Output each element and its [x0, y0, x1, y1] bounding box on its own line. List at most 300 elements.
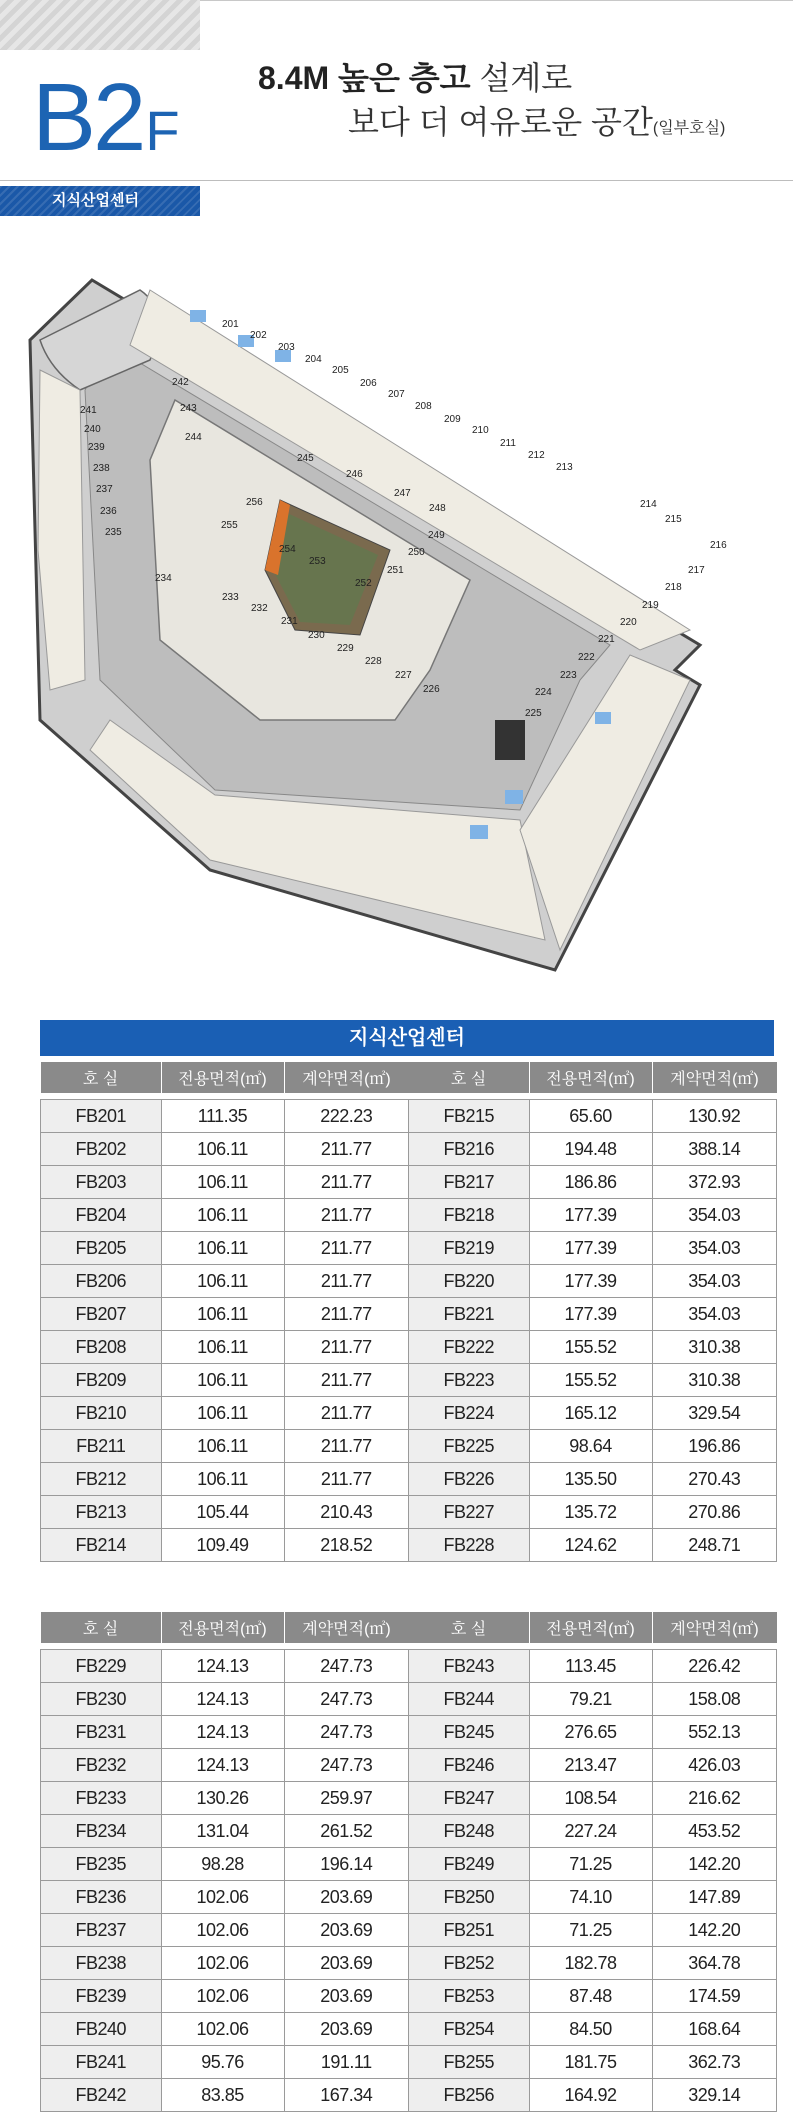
- exclusive-area-cell: 71.25: [529, 1848, 652, 1881]
- unit-code-cell: FB208: [41, 1331, 162, 1364]
- unit-code-cell: FB240: [41, 2013, 162, 2046]
- exclusive-area-cell: 102.06: [161, 1914, 284, 1947]
- unit-code-cell: FB225: [409, 1430, 530, 1463]
- exclusive-area-cell: 65.60: [529, 1100, 652, 1133]
- unit-number-label: 239: [88, 442, 105, 453]
- table-section-title: 지식산업센터: [40, 1020, 774, 1056]
- unit-code-cell: FB202: [41, 1133, 162, 1166]
- table-row: [409, 1815, 777, 1848]
- area-table-4: [408, 1612, 777, 2112]
- section-tag: 지식산업센터: [0, 186, 200, 216]
- table-row: [409, 1232, 777, 1265]
- exclusive-area-cell: 165.12: [529, 1397, 652, 1430]
- exclusive-area-cell: 106.11: [161, 1232, 284, 1265]
- exclusive-area-cell: 113.45: [529, 1650, 652, 1683]
- contract-area-cell: 196.86: [652, 1430, 777, 1463]
- unit-code-cell: FB216: [409, 1133, 530, 1166]
- table-row: [41, 1716, 409, 1749]
- floor-plan-drawing: [0, 250, 793, 980]
- exclusive-area-cell: 135.50: [529, 1463, 652, 1496]
- contract-area-cell: 259.97: [284, 1782, 409, 1815]
- contract-area-cell: 388.14: [652, 1133, 777, 1166]
- table-row: [409, 2079, 777, 2112]
- table-row: [409, 1331, 777, 1364]
- elevator-4: [470, 825, 488, 839]
- unit-code-cell: FB209: [41, 1364, 162, 1397]
- unit-number-label: 251: [387, 565, 404, 576]
- unit-number-label: 240: [84, 424, 101, 435]
- unit-number-label: 228: [365, 656, 382, 667]
- table-row: [409, 1397, 777, 1430]
- unit-code-cell: FB230: [41, 1683, 162, 1716]
- unit-number-label: 213: [556, 462, 573, 473]
- unit-number-label: 246: [346, 469, 363, 480]
- table-row: [409, 1947, 777, 1980]
- exclusive-area-cell: 102.06: [161, 1980, 284, 2013]
- column-header: 호 실: [41, 1062, 162, 1093]
- unit-number-label: 254: [279, 544, 296, 555]
- contract-area-cell: 211.77: [284, 1199, 409, 1232]
- unit-number-label: 202: [250, 330, 267, 341]
- contract-area-cell: 203.69: [284, 1980, 409, 2013]
- column-header: 계약면적(㎡): [652, 1612, 777, 1643]
- table-row: [409, 1881, 777, 1914]
- table-row: [41, 1166, 409, 1199]
- exclusive-area-cell: 106.11: [161, 1463, 284, 1496]
- unit-number-label: 232: [251, 603, 268, 614]
- contract-area-cell: 203.69: [284, 1881, 409, 1914]
- headline-second: 보다 더 여유로운 공간: [348, 104, 653, 140]
- table-row: [409, 1265, 777, 1298]
- headline-rest: 설계로: [470, 60, 573, 96]
- column-header: 전용면적(㎡): [529, 1062, 652, 1093]
- unit-code-cell: FB250: [409, 1881, 530, 1914]
- table-row: [409, 1782, 777, 1815]
- table-row: [41, 1683, 409, 1716]
- exclusive-area-cell: 177.39: [529, 1199, 652, 1232]
- unit-code-cell: FB238: [41, 1947, 162, 1980]
- unit-code-cell: FB237: [41, 1914, 162, 1947]
- exclusive-area-cell: 177.39: [529, 1265, 652, 1298]
- unit-number-label: 253: [309, 556, 326, 567]
- contract-area-cell: 211.77: [284, 1298, 409, 1331]
- unit-code-cell: FB224: [409, 1397, 530, 1430]
- unit-code-cell: FB227: [409, 1496, 530, 1529]
- table-header-row: [409, 1062, 777, 1093]
- exclusive-area-cell: 124.13: [161, 1683, 284, 1716]
- table-row: [409, 2013, 777, 2046]
- unit-number-label: 236: [100, 506, 117, 517]
- floor-suffix: F: [145, 99, 177, 162]
- contract-area-cell: 167.34: [284, 2079, 409, 2112]
- unit-code-cell: FB221: [409, 1298, 530, 1331]
- unit-number-label: 245: [297, 453, 314, 464]
- table-row: [409, 2046, 777, 2079]
- unit-code-cell: FB211: [41, 1430, 162, 1463]
- unit-code-cell: FB256: [409, 2079, 530, 2112]
- table-row: [41, 2013, 409, 2046]
- exclusive-area-cell: 106.11: [161, 1364, 284, 1397]
- unit-number-label: 227: [395, 670, 412, 681]
- contract-area-cell: 354.03: [652, 1199, 777, 1232]
- unit-number-label: 252: [355, 578, 372, 589]
- exclusive-area-cell: 108.54: [529, 1782, 652, 1815]
- unit-number-label: 231: [281, 616, 298, 627]
- unit-number-label: 206: [360, 378, 377, 389]
- table-row: [409, 1364, 777, 1397]
- unit-code-cell: FB234: [41, 1815, 162, 1848]
- unit-code-cell: FB214: [41, 1529, 162, 1562]
- table-row: [409, 1166, 777, 1199]
- unit-number-label: 217: [688, 565, 705, 576]
- column-header: 계약면적(㎡): [284, 1062, 409, 1093]
- contract-area-cell: 142.20: [652, 1914, 777, 1947]
- elevator-1: [190, 310, 206, 322]
- contract-area-cell: 147.89: [652, 1881, 777, 1914]
- exclusive-area-cell: 98.64: [529, 1430, 652, 1463]
- exclusive-area-cell: 71.25: [529, 1914, 652, 1947]
- table-row: [41, 1133, 409, 1166]
- table-row: [409, 1529, 777, 1562]
- unit-code-cell: FB207: [41, 1298, 162, 1331]
- unit-code-cell: FB217: [409, 1166, 530, 1199]
- table-header-row: [409, 1612, 777, 1643]
- unit-code-cell: FB204: [41, 1199, 162, 1232]
- exclusive-area-cell: 109.49: [161, 1529, 284, 1562]
- unit-number-label: 242: [172, 377, 189, 388]
- unit-code-cell: FB223: [409, 1364, 530, 1397]
- exclusive-area-cell: 106.11: [161, 1166, 284, 1199]
- headline-note: (일부호실): [652, 120, 726, 137]
- exclusive-area-cell: 155.52: [529, 1331, 652, 1364]
- exclusive-area-cell: 135.72: [529, 1496, 652, 1529]
- exclusive-area-cell: 124.62: [529, 1529, 652, 1562]
- table-row: [409, 1430, 777, 1463]
- table-row: [41, 1100, 409, 1133]
- exclusive-area-cell: 130.26: [161, 1782, 284, 1815]
- table-row: [41, 1881, 409, 1914]
- exclusive-area-cell: 106.11: [161, 1298, 284, 1331]
- stair-core: [495, 720, 525, 760]
- table-row: [409, 1683, 777, 1716]
- unit-code-cell: FB222: [409, 1331, 530, 1364]
- exclusive-area-cell: 177.39: [529, 1232, 652, 1265]
- unit-code-cell: FB245: [409, 1716, 530, 1749]
- contract-area-cell: 329.54: [652, 1397, 777, 1430]
- contract-area-cell: 364.78: [652, 1947, 777, 1980]
- contract-area-cell: 211.77: [284, 1133, 409, 1166]
- unit-number-label: 241: [80, 405, 97, 416]
- contract-area-cell: 211.77: [284, 1430, 409, 1463]
- contract-area-cell: 211.77: [284, 1463, 409, 1496]
- contract-area-cell: 216.62: [652, 1782, 777, 1815]
- exclusive-area-cell: 106.11: [161, 1133, 284, 1166]
- unit-number-label: 249: [428, 530, 445, 541]
- unit-number-label: 230: [308, 630, 325, 641]
- unit-code-cell: FB205: [41, 1232, 162, 1265]
- header-top-rule: [200, 0, 793, 1]
- unit-code-cell: FB249: [409, 1848, 530, 1881]
- column-header: 호 실: [409, 1612, 530, 1643]
- table-row: [41, 1848, 409, 1881]
- column-header: 호 실: [41, 1612, 162, 1643]
- unit-number-label: 223: [560, 670, 577, 681]
- unit-code-cell: FB235: [41, 1848, 162, 1881]
- exclusive-area-cell: 74.10: [529, 1881, 652, 1914]
- exclusive-area-cell: 124.13: [161, 1716, 284, 1749]
- headline-emphasis: 8.4M 높은 층고: [258, 60, 471, 96]
- table-header-row: [41, 1062, 409, 1093]
- unit-number-label: 235: [105, 527, 122, 538]
- table-row: [41, 1529, 409, 1562]
- contract-area-cell: 552.13: [652, 1716, 777, 1749]
- contract-area-cell: 211.77: [284, 1331, 409, 1364]
- table-row: [41, 1650, 409, 1683]
- contract-area-cell: 226.42: [652, 1650, 777, 1683]
- unit-code-cell: FB201: [41, 1100, 162, 1133]
- contract-area-cell: 270.43: [652, 1463, 777, 1496]
- unit-number-label: 226: [423, 684, 440, 695]
- table-row: [41, 1232, 409, 1265]
- unit-number-label: 229: [337, 643, 354, 654]
- unit-number-label: 221: [598, 634, 615, 645]
- table-row: [41, 1782, 409, 1815]
- header-hatch-decoration: [0, 0, 200, 50]
- unit-code-cell: FB213: [41, 1496, 162, 1529]
- unit-number-label: 250: [408, 547, 425, 558]
- table-row: [41, 1463, 409, 1496]
- unit-number-label: 222: [578, 652, 595, 663]
- contract-area-cell: 354.03: [652, 1232, 777, 1265]
- contract-area-cell: 362.73: [652, 2046, 777, 2079]
- unit-code-cell: FB242: [41, 2079, 162, 2112]
- unit-number-label: 211: [500, 438, 516, 449]
- unit-number-label: 248: [429, 503, 446, 514]
- contract-area-cell: 310.38: [652, 1331, 777, 1364]
- table-row: [41, 1815, 409, 1848]
- exclusive-area-cell: 124.13: [161, 1650, 284, 1683]
- table-row: [409, 1749, 777, 1782]
- contract-area-cell: 168.64: [652, 2013, 777, 2046]
- unit-number-label: 237: [96, 484, 113, 495]
- table-row: [409, 1133, 777, 1166]
- table-row: [41, 1298, 409, 1331]
- area-table-2: [408, 1062, 777, 1562]
- unit-code-cell: FB233: [41, 1782, 162, 1815]
- exclusive-area-cell: 106.11: [161, 1331, 284, 1364]
- unit-number-label: 216: [710, 540, 727, 551]
- unit-code-cell: FB241: [41, 2046, 162, 2079]
- unit-number-label: 256: [246, 497, 263, 508]
- table-row: [409, 1100, 777, 1133]
- exclusive-area-cell: 84.50: [529, 2013, 652, 2046]
- contract-area-cell: 354.03: [652, 1265, 777, 1298]
- headline-line-2: [348, 100, 778, 151]
- unit-number-label: 220: [620, 617, 637, 628]
- contract-area-cell: 203.69: [284, 1914, 409, 1947]
- contract-area-cell: 191.11: [284, 2046, 409, 2079]
- unit-number-label: 201: [222, 319, 239, 330]
- table-row: [41, 2079, 409, 2112]
- table-row: [409, 1650, 777, 1683]
- contract-area-cell: 203.69: [284, 1947, 409, 1980]
- exclusive-area-cell: 124.13: [161, 1749, 284, 1782]
- exclusive-area-cell: 106.11: [161, 1199, 284, 1232]
- unit-code-cell: FB228: [409, 1529, 530, 1562]
- exclusive-area-cell: 83.85: [161, 2079, 284, 2112]
- column-header: 전용면적(㎡): [161, 1062, 284, 1093]
- elevator-6: [595, 712, 611, 724]
- contract-area-cell: 247.73: [284, 1716, 409, 1749]
- table-row: [409, 1298, 777, 1331]
- unit-number-label: 238: [93, 463, 110, 474]
- table-row: [41, 1265, 409, 1298]
- exclusive-area-cell: 106.11: [161, 1265, 284, 1298]
- area-table-3: [40, 1612, 409, 2112]
- contract-area-cell: 210.43: [284, 1496, 409, 1529]
- unit-number-label: 214: [640, 499, 657, 510]
- contract-area-cell: 211.77: [284, 1397, 409, 1430]
- unit-number-label: 225: [525, 708, 542, 719]
- unit-code-cell: FB215: [409, 1100, 530, 1133]
- exclusive-area-cell: 182.78: [529, 1947, 652, 1980]
- exclusive-area-cell: 79.21: [529, 1683, 652, 1716]
- contract-area-cell: 196.14: [284, 1848, 409, 1881]
- floor-number: B2: [32, 64, 144, 171]
- unit-number-label: 203: [278, 342, 295, 353]
- exclusive-area-cell: 102.06: [161, 2013, 284, 2046]
- unit-number-label: 212: [528, 450, 545, 461]
- contract-area-cell: 174.59: [652, 1980, 777, 2013]
- table-row: [409, 1716, 777, 1749]
- unit-code-cell: FB219: [409, 1232, 530, 1265]
- table-row: [409, 1496, 777, 1529]
- table-row: [409, 1914, 777, 1947]
- contract-area-cell: 372.93: [652, 1166, 777, 1199]
- exclusive-area-cell: 164.92: [529, 2079, 652, 2112]
- contract-area-cell: 130.92: [652, 1100, 777, 1133]
- unit-number-label: 210: [472, 425, 489, 436]
- table-header-row: [41, 1612, 409, 1643]
- unit-code-cell: FB229: [41, 1650, 162, 1683]
- unit-code-cell: FB212: [41, 1463, 162, 1496]
- unit-number-label: 218: [665, 582, 682, 593]
- contract-area-cell: 261.52: [284, 1815, 409, 1848]
- area-table-1: [40, 1062, 409, 1562]
- unit-number-label: 244: [185, 432, 202, 443]
- table-row: [41, 1364, 409, 1397]
- unit-number-label: 209: [444, 414, 461, 425]
- unit-code-cell: FB203: [41, 1166, 162, 1199]
- exclusive-area-cell: 111.35: [161, 1100, 284, 1133]
- table-row: [409, 1848, 777, 1881]
- unit-code-cell: FB226: [409, 1463, 530, 1496]
- page-headline: [258, 56, 778, 151]
- table-row: [41, 1199, 409, 1232]
- unit-number-label: 243: [180, 403, 197, 414]
- table-row: [41, 1496, 409, 1529]
- contract-area-cell: 211.77: [284, 1364, 409, 1397]
- contract-area-cell: 218.52: [284, 1529, 409, 1562]
- exclusive-area-cell: 95.76: [161, 2046, 284, 2079]
- table-row: [41, 1914, 409, 1947]
- exclusive-area-cell: 177.39: [529, 1298, 652, 1331]
- unit-code-cell: FB231: [41, 1716, 162, 1749]
- contract-area-cell: 248.71: [652, 1529, 777, 1562]
- table-row: [409, 1199, 777, 1232]
- unit-code-cell: FB232: [41, 1749, 162, 1782]
- exclusive-area-cell: 105.44: [161, 1496, 284, 1529]
- exclusive-area-cell: 155.52: [529, 1364, 652, 1397]
- contract-area-cell: 453.52: [652, 1815, 777, 1848]
- unit-code-cell: FB251: [409, 1914, 530, 1947]
- exclusive-area-cell: 87.48: [529, 1980, 652, 2013]
- exclusive-area-cell: 102.06: [161, 1947, 284, 1980]
- contract-area-cell: 426.03: [652, 1749, 777, 1782]
- contract-area-cell: 270.86: [652, 1496, 777, 1529]
- exclusive-area-cell: 181.75: [529, 2046, 652, 2079]
- unit-code-cell: FB255: [409, 2046, 530, 2079]
- unit-number-label: 205: [332, 365, 349, 376]
- floor-plan: [0, 250, 793, 980]
- exclusive-area-cell: 194.48: [529, 1133, 652, 1166]
- contract-area-cell: 158.08: [652, 1683, 777, 1716]
- contract-area-cell: 211.77: [284, 1265, 409, 1298]
- unit-number-label: 255: [221, 520, 238, 531]
- contract-area-cell: 211.77: [284, 1166, 409, 1199]
- unit-code-cell: FB253: [409, 1980, 530, 2013]
- unit-number-label: 208: [415, 401, 432, 412]
- exclusive-area-cell: 213.47: [529, 1749, 652, 1782]
- elevator-5: [505, 790, 523, 804]
- unit-code-cell: FB236: [41, 1881, 162, 1914]
- exclusive-area-cell: 227.24: [529, 1815, 652, 1848]
- column-header: 전용면적(㎡): [161, 1612, 284, 1643]
- unit-code-cell: FB206: [41, 1265, 162, 1298]
- table-row: [409, 1980, 777, 2013]
- contract-area-cell: 310.38: [652, 1364, 777, 1397]
- contract-area-cell: 247.73: [284, 1650, 409, 1683]
- exclusive-area-cell: 131.04: [161, 1815, 284, 1848]
- table-row: [41, 1397, 409, 1430]
- column-header: 전용면적(㎡): [529, 1612, 652, 1643]
- unit-code-cell: FB254: [409, 2013, 530, 2046]
- table-row: [41, 1331, 409, 1364]
- contract-area-cell: 142.20: [652, 1848, 777, 1881]
- unit-number-label: 234: [155, 573, 172, 584]
- contract-area-cell: 329.14: [652, 2079, 777, 2112]
- contract-area-cell: 222.23: [284, 1100, 409, 1133]
- exclusive-area-cell: 106.11: [161, 1430, 284, 1463]
- contract-area-cell: 203.69: [284, 2013, 409, 2046]
- table-row: [409, 1463, 777, 1496]
- column-header: 호 실: [409, 1062, 530, 1093]
- unit-code-cell: FB252: [409, 1947, 530, 1980]
- exclusive-area-cell: 98.28: [161, 1848, 284, 1881]
- exclusive-area-cell: 106.11: [161, 1397, 284, 1430]
- unit-number-label: 224: [535, 687, 552, 698]
- unit-number-label: 207: [388, 389, 405, 400]
- table-row: [41, 1749, 409, 1782]
- unit-code-cell: FB210: [41, 1397, 162, 1430]
- table-row: [41, 1430, 409, 1463]
- contract-area-cell: 247.73: [284, 1749, 409, 1782]
- unit-number-label: 204: [305, 354, 322, 365]
- unit-number-label: 233: [222, 592, 239, 603]
- unit-code-cell: FB239: [41, 1980, 162, 2013]
- table-row: [41, 1947, 409, 1980]
- unit-code-cell: FB244: [409, 1683, 530, 1716]
